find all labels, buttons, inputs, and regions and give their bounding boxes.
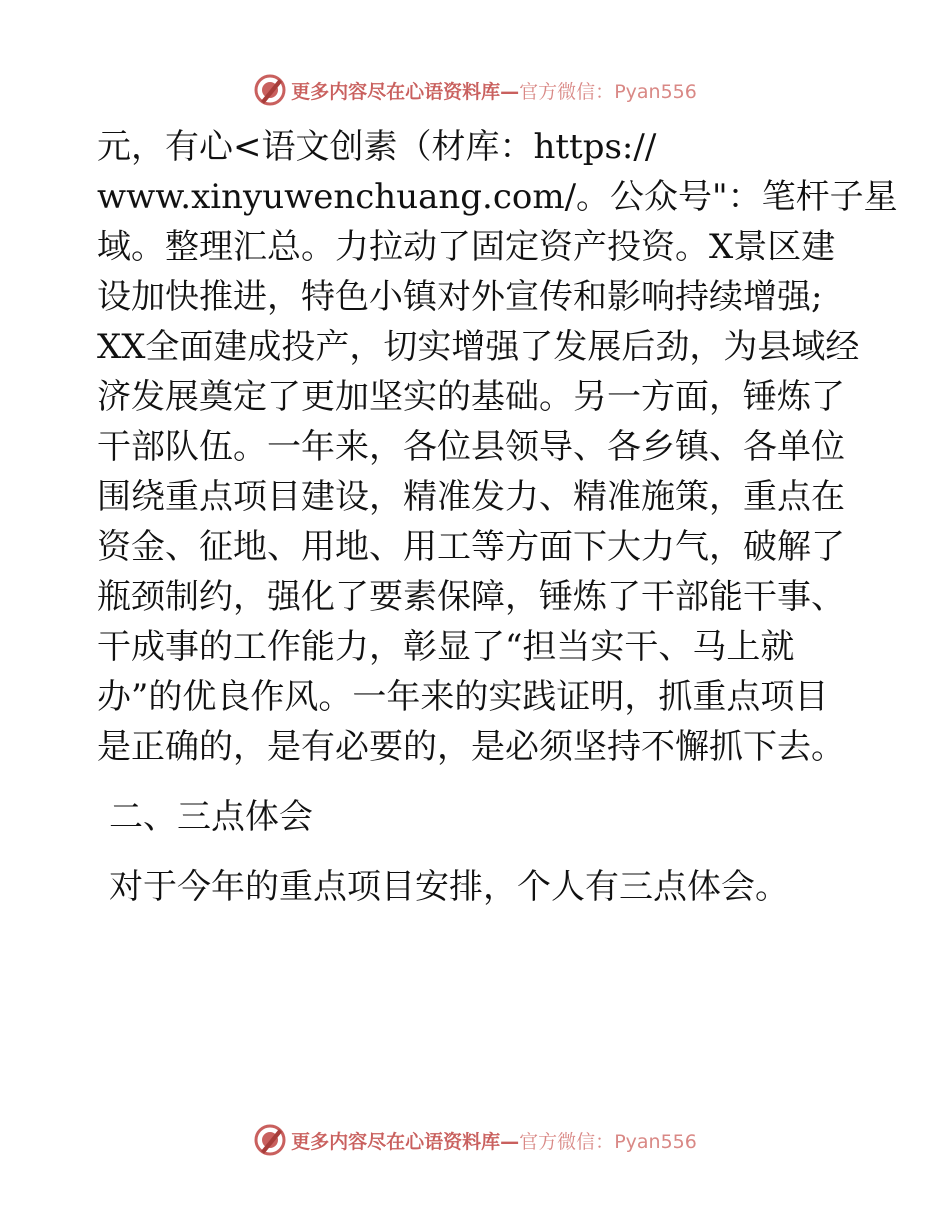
banner-text <box>291 1127 697 1154</box>
banner-text <box>291 77 697 104</box>
banner-wechat-label: 官方微信： <box>519 1130 615 1153</box>
text-line: 瓶颈制约，强化了要素保障，锤炼了干部能干事、 <box>97 577 845 617</box>
text-line: 济发展奠定了更加坚实的基础。另一方面，锤炼了 <box>97 377 845 417</box>
text-line: www.xinyuwenchuang.com/。公众号"：笔杆子星 <box>97 177 898 217</box>
text-line: 域。整理汇总。力拉动了固定资产投资。X景区建 <box>97 227 836 267</box>
banner-library-text: 更多内容尽在心语资料库— <box>291 80 520 103</box>
text-line: XX全面建成投产，切实增强了发展后劲，为县域经 <box>97 327 860 367</box>
text-line: 资金、征地、用地、用工等方面下大力气，破解了 <box>97 527 845 567</box>
body-paragraph <box>97 122 898 772</box>
banner-library-text: 更多内容尽在心语资料库— <box>291 1130 520 1153</box>
text-line: 干部队伍。一年来，各位县领导、各乡镇、各单位 <box>97 427 845 467</box>
pen-logo-icon <box>253 73 287 107</box>
banner-wechat-id: Pyan556 <box>614 80 697 103</box>
text-line: 是正确的，是有必要的，是必须坚持不懈抓下去。 <box>97 727 845 767</box>
section-paragraph: 对于今年的重点项目安排，个人有三点体会。 <box>109 867 789 907</box>
footer-banner <box>0 1120 950 1160</box>
section-heading: 二、三点体会 <box>109 797 313 837</box>
banner-wechat-label: 官方微信： <box>519 80 615 103</box>
text-line: 干成事的工作能力，彰显了“担当实干、马上就 <box>97 627 795 667</box>
text-line: 办”的优良作风。一年来的实践证明，抓重点项目 <box>97 677 829 717</box>
banner-wechat-id: Pyan556 <box>614 1130 697 1153</box>
pen-logo-icon <box>253 1123 287 1157</box>
text-line: 设加快推进，特色小镇对外宣传和影响持续增强; <box>97 277 823 317</box>
document-body <box>97 122 898 912</box>
text-line: 元，有心<语文创素（材库：https:// <box>97 127 657 167</box>
header-banner <box>0 70 950 110</box>
text-line: 围绕重点项目建设，精准发力、精准施策，重点在 <box>97 477 845 517</box>
